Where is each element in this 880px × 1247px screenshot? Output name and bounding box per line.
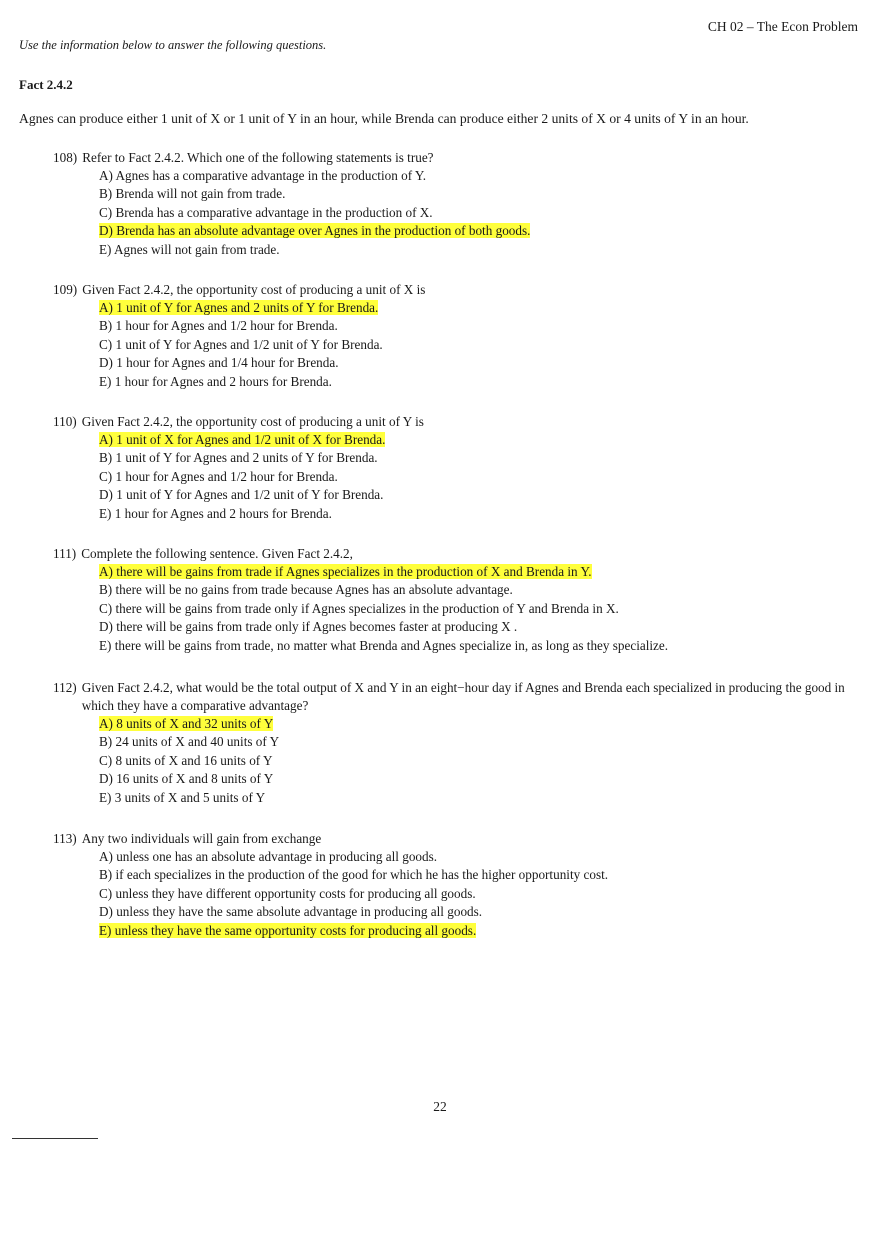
fact-title: Fact 2.4.2 xyxy=(19,77,73,92)
choice-c: C) there will be gains from trade only if Agnes specializes in the production of Y and Brenda in X. xyxy=(99,600,619,616)
choice-b: B) 24 units of X and 40 units of Y xyxy=(99,734,280,750)
question-stem: Given Fact 2.4.2, what would be the total output of X and Y in an eight−hour day if Agnes and Brenda each specialized in producing the good in which they have a comparative advantage? xyxy=(81,680,845,713)
choice-c: C) Brenda has a comparative advantage in the production of X. xyxy=(99,204,433,220)
choice-e: E) there will be gains from trade, no matter what Brenda and Agnes specialize in, as long as they specialize. xyxy=(99,637,669,653)
choice-a-highlighted: A) there will be gains from trade if Agnes specializes in the production of X and Brenda in Y. xyxy=(99,564,592,579)
question-stem: Given Fact 2.4.2, the opportunity cost of producing a unit of X is xyxy=(82,282,426,297)
fact-text: Agnes can produce either 1 unit of X or 1 unit of Y in an hour, while Brenda can produce either 2 units of X or 4 units of Y in an hour. xyxy=(19,111,749,126)
question-109 xyxy=(53,281,853,391)
choice-e: E) 1 hour for Agnes and 2 hours for Brenda. xyxy=(99,373,332,389)
question-number: 111) xyxy=(53,546,77,561)
choice-e-highlighted: E) unless they have the same opportunity costs for producing all goods. xyxy=(99,922,477,938)
question-113 xyxy=(53,830,853,940)
choice-a: A) Agnes has a comparative advantage in the production of Y. xyxy=(99,168,427,183)
choice-d: D) 1 unit of Y for Agnes and 1/2 unit of Y for Brenda. xyxy=(99,487,384,503)
choice-b: B) Brenda will not gain from trade. xyxy=(99,186,286,202)
choice-d: D) unless they have the same absolute advantage in producing all goods. xyxy=(99,904,483,920)
choice-d: D) 16 units of X and 8 units of Y xyxy=(99,771,274,787)
choice-c: C) 1 unit of Y for Agnes and 1/2 unit of Y for Brenda. xyxy=(99,336,383,352)
choice-d: D) 1 hour for Agnes and 1/4 hour for Brenda. xyxy=(99,355,339,371)
question-stem: Given Fact 2.4.2, the opportunity cost of producing a unit of Y is xyxy=(81,414,424,429)
choice-e: E) 1 hour for Agnes and 2 hours for Brenda. xyxy=(99,505,332,521)
question-stem: Refer to Fact 2.4.2. Which one of the following statements is true? xyxy=(82,150,434,165)
choice-a-highlighted: A) 8 units of X and 32 units of Y xyxy=(99,716,274,731)
question-108 xyxy=(53,149,853,259)
choice-b: B) there will be no gains from trade because Agnes has an absolute advantage. xyxy=(99,582,513,598)
choice-c: C) 1 hour for Agnes and 1/2 hour for Brenda. xyxy=(99,468,338,484)
choice-b: B) 1 unit of Y for Agnes and 2 units of Y for Brenda. xyxy=(99,450,378,466)
choice-d: D) there will be gains from trade only if Agnes becomes faster at producing X . xyxy=(99,619,518,635)
choice-c: C) unless they have different opportunity costs for producing all goods. xyxy=(99,885,476,901)
question-stem: Any two individuals will gain from exchange xyxy=(81,831,322,846)
footnote-divider xyxy=(12,1138,98,1139)
choice-b: B) if each specializes in the production of the good for which he has the higher opportunity cost. xyxy=(99,867,609,883)
choice-a: A) unless one has an absolute advantage in producing all goods. xyxy=(99,849,438,864)
choice-b: B) 1 hour for Agnes and 1/2 hour for Brenda. xyxy=(99,318,338,334)
question-111 xyxy=(53,545,853,655)
question-number: 109) xyxy=(53,282,78,297)
page-number: 22 xyxy=(433,1099,447,1114)
question-number: 112) xyxy=(53,680,77,695)
choice-c: C) 8 units of X and 16 units of Y xyxy=(99,752,273,768)
question-number: 108) xyxy=(53,150,78,165)
choice-e: E) Agnes will not gain from trade. xyxy=(99,241,280,257)
question-110 xyxy=(53,413,853,523)
choice-e: E) 3 units of X and 5 units of Y xyxy=(99,789,266,805)
choice-d-highlighted: D) Brenda has an absolute advantage over Agnes in the production of both goods. xyxy=(99,223,531,239)
instructions: Use the information below to answer the following questions. xyxy=(19,38,327,52)
question-number: 110) xyxy=(53,414,77,429)
choice-a-highlighted: A) 1 unit of Y for Agnes and 2 units of Y for Brenda. xyxy=(99,300,379,315)
question-number: 113) xyxy=(53,831,77,846)
question-112 xyxy=(53,679,853,807)
question-stem: Complete the following sentence. Given Fact 2.4.2, xyxy=(81,546,353,561)
chapter-header: CH 02 – The Econ Problem xyxy=(707,19,858,34)
choice-a-highlighted: A) 1 unit of X for Agnes and 1/2 unit of X for Brenda. xyxy=(99,432,386,447)
